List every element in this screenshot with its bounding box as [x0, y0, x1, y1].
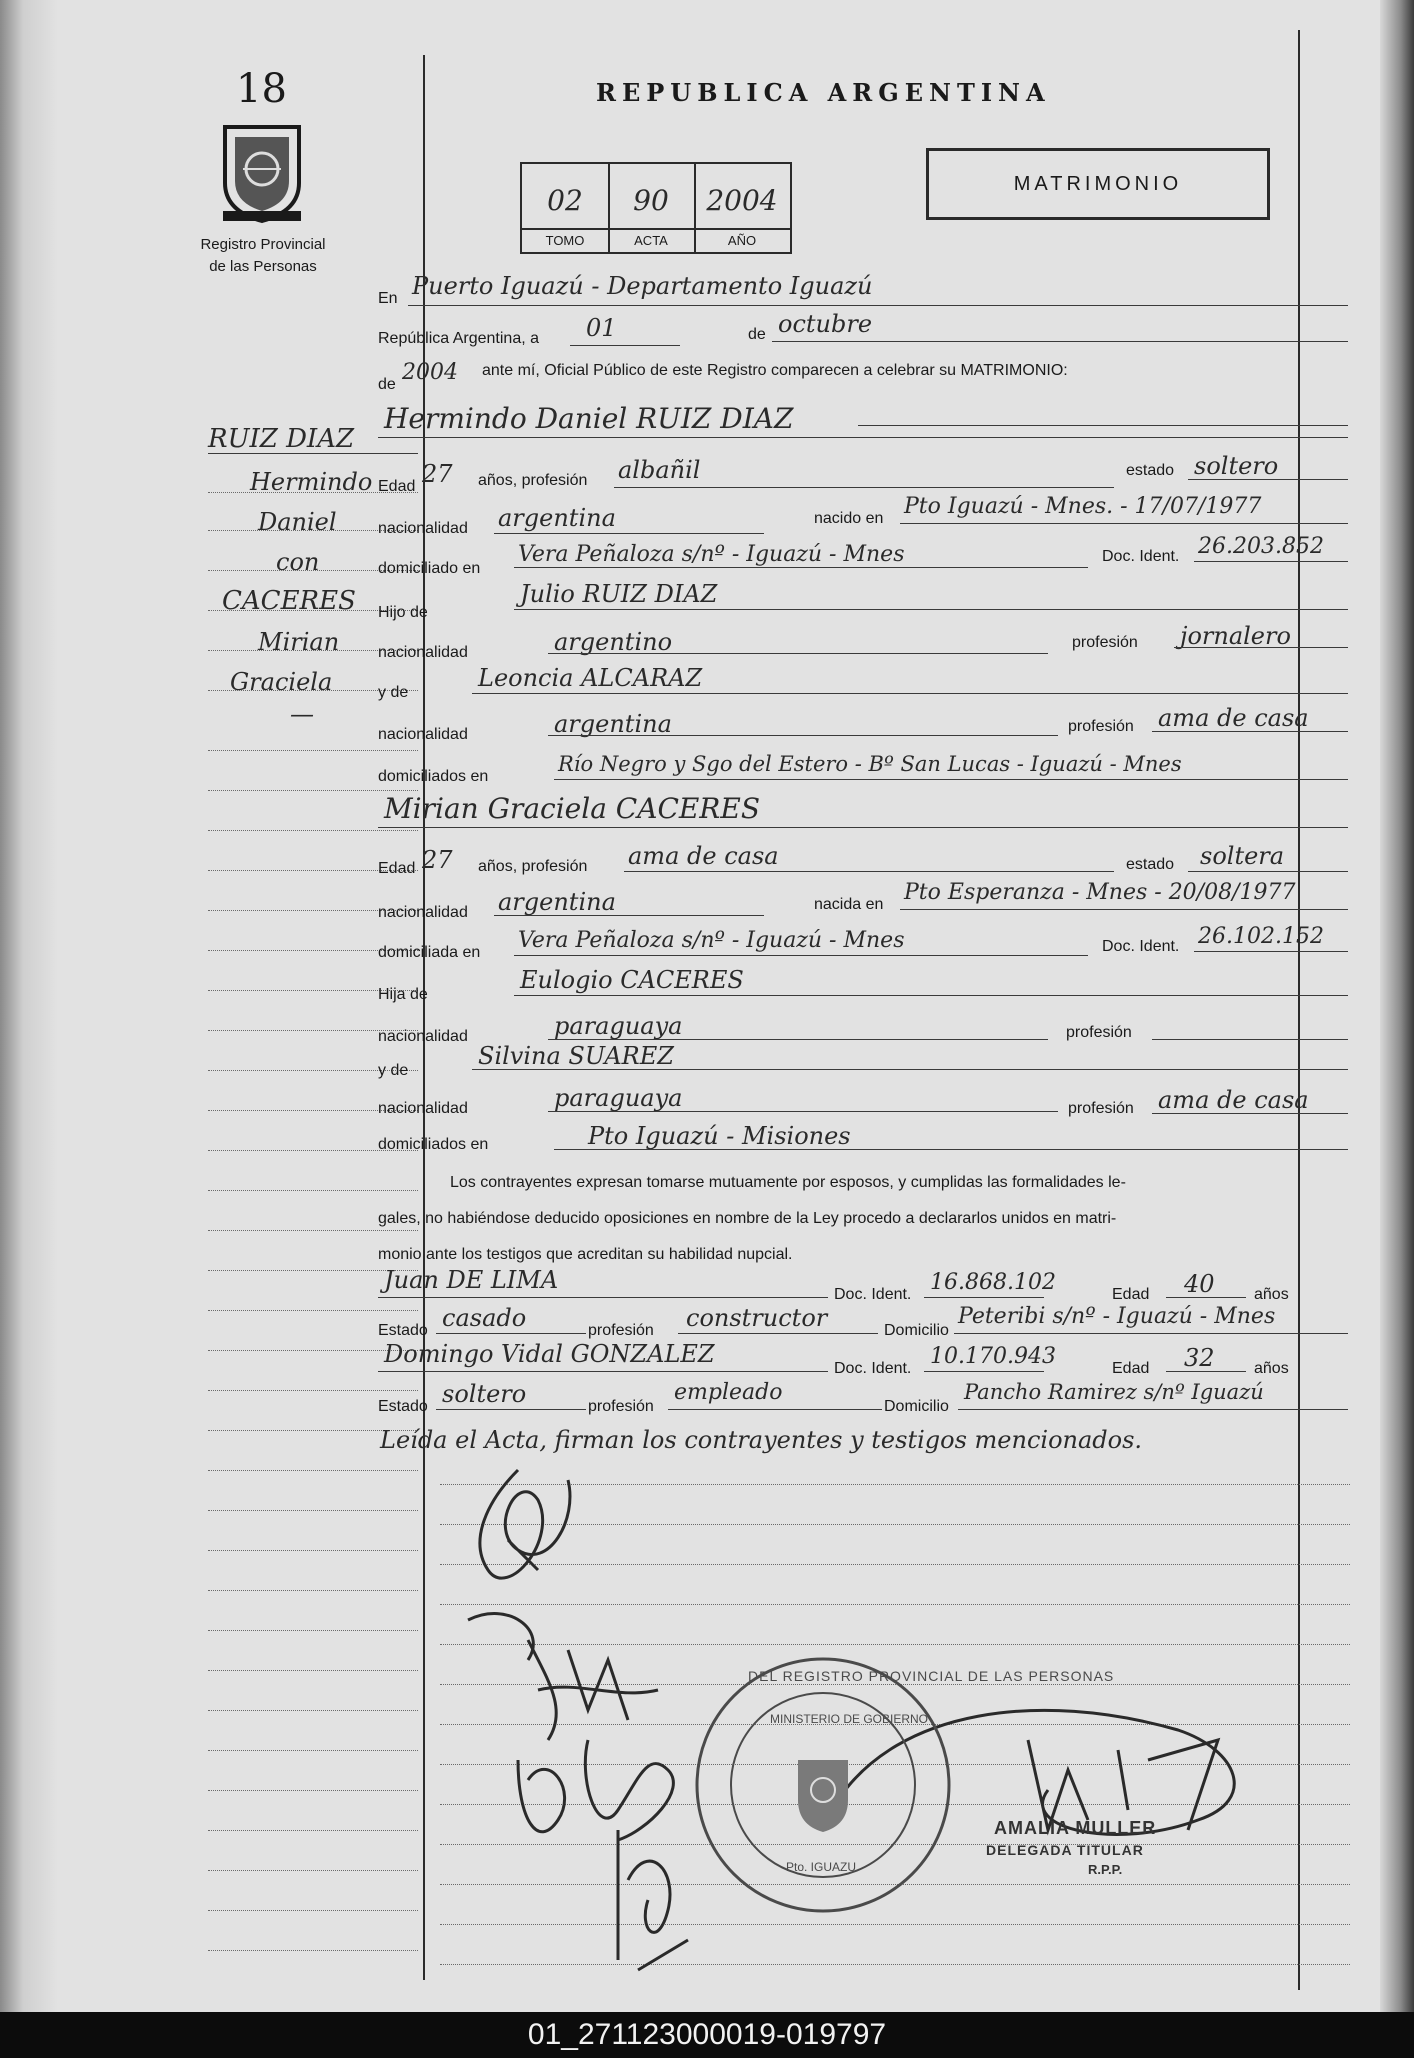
groom-hijo-label: Hijo de	[378, 604, 428, 621]
groom-mother-nat-label: nacionalidad	[378, 726, 468, 743]
bride-age: 27	[422, 846, 453, 874]
de2-label: de	[378, 376, 396, 393]
folio-number: 18	[236, 66, 287, 112]
marriage-day: 01	[586, 314, 617, 342]
margin-line: Hermindo	[250, 468, 373, 496]
bride-mother-prof-label: profesión	[1068, 1100, 1134, 1117]
groom-father-nat-label: nacionalidad	[378, 644, 468, 661]
official-seal	[688, 1650, 958, 1920]
bride-nacida-label: nacida en	[814, 896, 884, 913]
groom-mother-prof-label: profesión	[1068, 718, 1134, 735]
groom-nationality: argentina	[498, 504, 616, 532]
witness1-estado: casado	[442, 1304, 527, 1332]
tomo-label: TOMO	[522, 228, 608, 252]
groom-birth: Pto Iguazú - Mnes. - 17/07/1977	[904, 494, 1262, 519]
witness2-estado-label: Estado	[378, 1398, 428, 1415]
margin-line: Mirian	[258, 628, 340, 656]
witness2-age: 32	[1184, 1344, 1215, 1372]
book-spine	[0, 0, 58, 2012]
groom-address: Vera Peñaloza s/nº - Iguazú - Mnes	[518, 542, 905, 567]
province-emblem	[213, 115, 311, 225]
witness1-domicilio-label: Domicilio	[884, 1322, 949, 1339]
groom-parents-address: Río Negro y Sgo del Estero - Bº San Lucas - Iguazú - Mnes	[558, 752, 1182, 776]
signing-note: Leída el Acta, firman los contrayentes y testigos mencionados.	[380, 1426, 1143, 1454]
witness2-anios-label: años	[1254, 1360, 1289, 1377]
groom-mother: Leoncia ALCARAZ	[478, 664, 703, 692]
witness2-prof: empleado	[674, 1380, 783, 1405]
witness1-prof: constructor	[686, 1304, 828, 1332]
groom-domic-label: domiciliado en	[378, 560, 481, 577]
groom-parents-domic-label: domiciliados en	[378, 768, 489, 785]
witness1-edad-label: Edad	[1112, 1286, 1150, 1303]
closing-line-1: Los contrayentes expresan tomarse mutuamente por esposos, y cumplidas las formalidades le-	[450, 1174, 1126, 1191]
bride-father-prof-label: profesión	[1066, 1024, 1132, 1041]
bride-profession: ama de casa	[628, 842, 779, 870]
bride-estado: soltera	[1200, 842, 1285, 870]
groom-estado-label: estado	[1126, 462, 1175, 479]
bride-parents-domic-label: domiciliados en	[378, 1136, 489, 1153]
bride-hija-label: Hija de	[378, 986, 428, 1003]
acta-value: 90	[633, 184, 669, 217]
groom-profession: albañil	[618, 456, 701, 484]
groom-edad-label: Edad	[378, 478, 416, 495]
margin-line: —	[290, 700, 314, 728]
margin-line: Daniel	[258, 508, 337, 536]
witness2-estado: soltero	[442, 1380, 527, 1408]
witness1-estado-label: Estado	[378, 1322, 428, 1339]
officer-name: AMALIA MULLER	[994, 1818, 1157, 1838]
groom-mother-prof: ama de casa	[1158, 704, 1309, 732]
seal-bottom-text: Pto. IGUAZU	[786, 1860, 857, 1874]
bride-father: Eulogio CACERES	[520, 966, 744, 994]
witness1-anios-label: años	[1254, 1286, 1289, 1303]
groom-age: 27	[422, 460, 453, 488]
witness2-domicilio-label: Domicilio	[884, 1398, 949, 1415]
bride-prof-label: años, profesión	[478, 858, 588, 875]
record-number-box	[520, 162, 792, 254]
closing-line-2: gales, no habiéndose deducido oposiciones en nombre de la Ley procedo a declararlos unidos en matri-	[378, 1210, 1117, 1227]
seal-ring-text: DEL REGISTRO PROVINCIAL DE LAS PERSONAS	[748, 1668, 1115, 1684]
seal-inner-text: MINISTERIO DE GOBIERNO	[770, 1712, 929, 1726]
groom-yde-label: y de	[378, 684, 409, 701]
groom-nacido-label: nacido en	[814, 510, 884, 527]
witness2-name: Domingo Vidal GONZALEZ	[384, 1340, 715, 1368]
groom-nac-label: nacionalidad	[378, 520, 468, 537]
margin-line: Graciela	[230, 668, 333, 696]
groom-estado: soltero	[1194, 452, 1279, 480]
bride-domic-label: domiciliada en	[378, 944, 481, 961]
witness2-doc-label: Doc. Ident.	[834, 1360, 912, 1377]
groom-doc: 26.203.852	[1198, 534, 1324, 559]
officer-title: DELEGADA TITULAR	[986, 1842, 1144, 1858]
en-label: En	[378, 290, 398, 307]
page-frame-right	[1298, 30, 1300, 1990]
tomo-value: 02	[547, 184, 583, 217]
witness1-name: Juan DE LIMA	[384, 1266, 559, 1294]
groom-father-nat: argentino	[554, 628, 673, 656]
bride-name: Mirian Graciela CACERES	[384, 792, 761, 825]
groom-father-prof: jornalero	[1180, 622, 1291, 650]
officer-office: R.P.P.	[1088, 1862, 1123, 1877]
bride-parents-address: Pto Iguazú - Misiones	[588, 1122, 851, 1150]
bride-nac-label: nacionalidad	[378, 904, 468, 921]
registry-line-2: de las Personas	[209, 258, 317, 275]
bride-father-nat-label: nacionalidad	[378, 1028, 468, 1045]
marriage-year: 2004	[402, 360, 458, 385]
margin-surname: RUIZ DIAZ	[208, 424, 355, 454]
witness1-doc: 16.868.102	[930, 1270, 1056, 1295]
bride-estado-label: estado	[1126, 856, 1175, 873]
margin-line: con	[276, 548, 320, 576]
bride-mother: Silvina SUAREZ	[478, 1042, 674, 1070]
witness2-edad-label: Edad	[1112, 1360, 1150, 1377]
bride-address: Vera Peñaloza s/nº - Iguazú - Mnes	[518, 928, 905, 953]
page-edge	[1380, 0, 1414, 2012]
witness2-address: Pancho Ramirez s/nº Iguazú	[964, 1380, 1264, 1404]
bride-mother-nat: paraguaya	[554, 1084, 683, 1112]
republica-label: República Argentina, a	[378, 330, 539, 347]
intro-statement: ante mí, Oficial Público de este Registro comparecen a celebrar su MATRIMONIO:	[482, 362, 1068, 379]
bride-doc-label: Doc. Ident.	[1102, 938, 1180, 955]
witness1-address: Peteribi s/nº - Iguazú - Mnes	[958, 1304, 1276, 1329]
groom-name: Hermindo Daniel RUIZ DIAZ	[384, 402, 794, 435]
registry-line-1: Registro Provincial	[200, 236, 326, 253]
margin-line: CACERES	[222, 586, 356, 616]
bride-edad-label: Edad	[378, 860, 416, 877]
witness1-age: 40	[1184, 1270, 1215, 1298]
register-page	[58, 0, 1380, 2012]
groom-mother-nat: argentina	[554, 710, 672, 738]
scan-id: 01_271123000019-019797	[0, 2012, 1414, 2058]
marriage-place: Puerto Iguazú - Departamento Iguazú	[412, 272, 873, 300]
groom-doc-label: Doc. Ident.	[1102, 548, 1180, 565]
groom-father-prof-label: profesión	[1072, 634, 1138, 651]
closing-line-3: monio ante los testigos que acreditan su habilidad nupcial.	[378, 1246, 793, 1263]
witness2-prof-label: profesión	[588, 1398, 654, 1415]
groom-father: Julio RUIZ DIAZ	[520, 580, 718, 608]
bride-mother-nat-label: nacionalidad	[378, 1100, 468, 1117]
bride-nationality: argentina	[498, 888, 616, 916]
republic-title: REPUBLICA ARGENTINA	[596, 78, 1051, 107]
document-type: MATRIMONIO	[926, 148, 1270, 220]
groom-prof-label: años, profesión	[478, 472, 588, 489]
bride-father-nat: paraguaya	[554, 1012, 683, 1040]
bride-doc: 26.102.152	[1198, 924, 1324, 949]
bride-yde-label: y de	[378, 1062, 409, 1079]
bride-birth: Pto Esperanza - Mnes - 20/08/1977	[904, 880, 1296, 905]
anio-value: 2004	[706, 184, 778, 217]
witness2-doc: 10.170.943	[930, 1344, 1056, 1369]
witness1-prof-label: profesión	[588, 1322, 654, 1339]
witness1-doc-label: Doc. Ident.	[834, 1286, 912, 1303]
bride-mother-prof: ama de casa	[1158, 1086, 1309, 1114]
anio-label: AÑO	[694, 228, 790, 252]
marriage-month: octubre	[778, 310, 873, 338]
acta-label: ACTA	[608, 228, 694, 252]
de-label: de	[748, 326, 766, 343]
